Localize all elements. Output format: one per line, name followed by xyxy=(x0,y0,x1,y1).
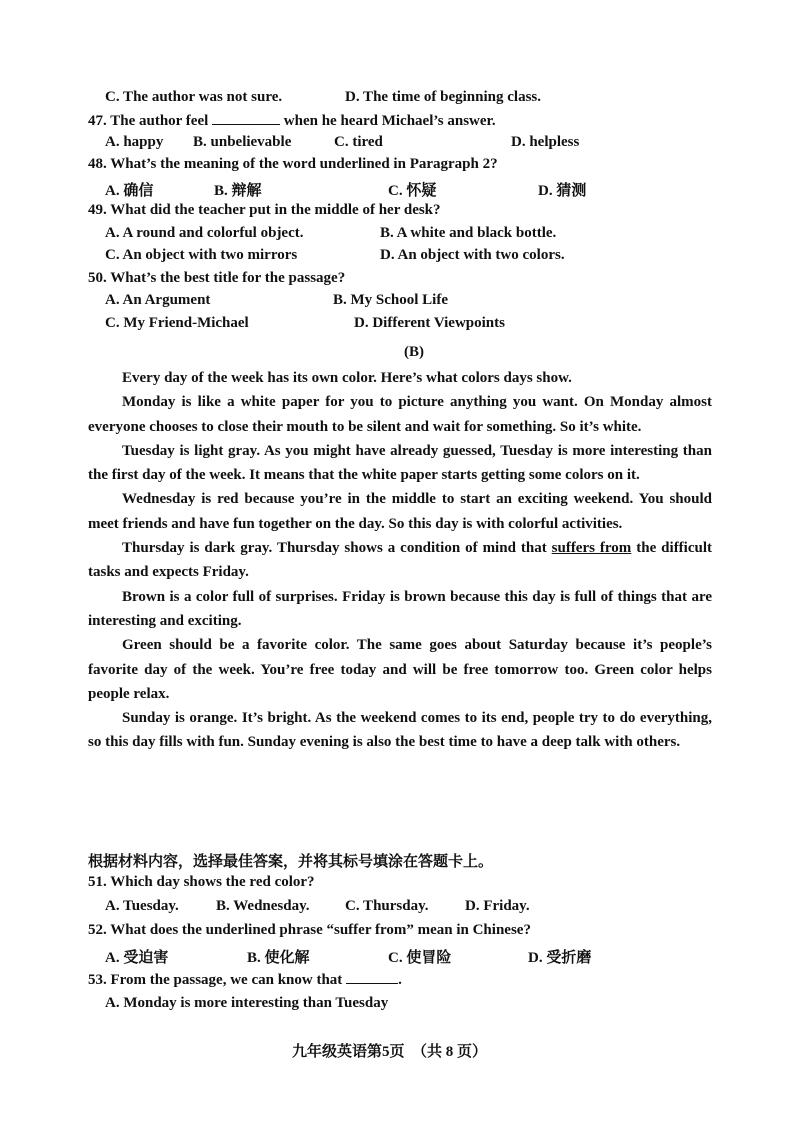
q47-option-d[interactable]: D. helpless xyxy=(511,134,580,150)
passage-paragraph: Sunday is orange. It’s bright. As the weekend comes to its end, people try to do everything, so this day fills with fun. Sunday evening is also the best time to have a deep talk with others. xyxy=(88,710,712,751)
q48-stem: 48. What’s the meaning of the word underlined in Paragraph 2? xyxy=(88,156,498,172)
q48-option-b[interactable]: B. 辩解 xyxy=(214,183,262,199)
q46-option-d[interactable]: D. The time of beginning class. xyxy=(345,89,541,105)
q53-stem xyxy=(88,971,402,989)
q47-stem xyxy=(88,112,496,130)
passage-paragraph: Monday is like a white paper for you to picture anything you want. On Monday almost everyone chooses to close their mouth to be silent and wait for something. So it’s white. xyxy=(88,394,712,435)
instruction-text: 根据材料内容，选择最佳答案，并将其标号填涂在答题卡上。 xyxy=(88,854,494,870)
passage-paragraph: Every day of the week has its own color. Here’s what colors days show. xyxy=(122,370,572,386)
underlined-phrase: suffers from xyxy=(551,540,632,557)
q48-option-d[interactable]: D. 猜测 xyxy=(538,183,587,199)
q50-option-d[interactable]: D. Different Viewpoints xyxy=(354,315,505,331)
passage-paragraph: Green should be a favorite color. The same goes about Saturday because it’s people’s favorite day of the week. You’re free today and will be free tomorrow too. Green color helps people relax. xyxy=(88,637,712,702)
q49-option-a[interactable]: A. A round and colorful object. xyxy=(105,225,304,241)
q50-option-b[interactable]: B. My School Life xyxy=(333,292,448,308)
q51-stem: 51. Which day shows the red color? xyxy=(88,874,315,890)
q52-option-d[interactable]: D. 受折磨 xyxy=(528,950,592,966)
q47-option-b[interactable]: B. unbelievable xyxy=(193,134,292,150)
page-footer: 九年级英语第5页 （共 8 页） xyxy=(292,1044,488,1060)
q50-stem: 50. What’s the best title for the passage? xyxy=(88,270,346,286)
q49-option-c[interactable]: C. An object with two mirrors xyxy=(105,247,298,263)
q52-option-a[interactable]: A. 受迫害 xyxy=(105,950,169,966)
q53-option-a[interactable]: A. Monday is more interesting than Tuesday xyxy=(105,995,389,1011)
reading-passage xyxy=(88,366,712,755)
passage-paragraph: Tuesday is light gray. As you might have already guessed, Tuesday is more interesting than the first day of the week. It means that the white paper starts getting some colors on it. xyxy=(88,442,712,484)
q49-option-b[interactable]: B. A white and black bottle. xyxy=(380,225,557,241)
q51-option-b[interactable]: B. Wednesday. xyxy=(216,898,310,914)
q51-option-d[interactable]: D. Friday. xyxy=(465,898,530,914)
q52-option-b[interactable]: B. 使化解 xyxy=(247,950,310,966)
passage-text: the difficult tasks and expects Friday. xyxy=(88,540,713,581)
q53-stem-part2: . xyxy=(398,972,402,988)
q46-option-c[interactable]: C. The author was not sure. xyxy=(105,89,283,105)
answer-blank xyxy=(346,971,398,984)
q50-option-a[interactable]: A. An Argument xyxy=(105,292,211,308)
q50-option-c[interactable]: C. My Friend-Michael xyxy=(105,315,249,331)
q48-option-a[interactable]: A. 确信 xyxy=(105,183,154,199)
q47-stem-part2: when he heard Michael’s answer. xyxy=(280,113,496,129)
passage-paragraph xyxy=(88,536,712,585)
section-heading: (B) xyxy=(404,344,424,360)
passage-text: Thursday is dark gray. Thursday shows a condition of mind that xyxy=(122,540,552,557)
q47-stem-part1: 47. The author feel xyxy=(88,113,213,129)
q49-stem: 49. What did the teacher put in the middle of her desk? xyxy=(88,202,441,218)
q47-option-c[interactable]: C. tired xyxy=(334,134,383,150)
q51-option-a[interactable]: A. Tuesday. xyxy=(105,898,179,914)
answer-blank xyxy=(212,112,280,125)
passage-paragraph: Brown is a color full of surprises. Friday is brown because this day is full of things that are interesting and exciting. xyxy=(88,588,712,629)
q49-option-d[interactable]: D. An object with two colors. xyxy=(380,247,565,263)
q53-stem-part1: 53. From the passage, we can know that xyxy=(88,972,347,988)
q51-option-c[interactable]: C. Thursday. xyxy=(345,898,429,914)
q52-stem: 52. What does the underlined phrase “suffer from” mean in Chinese? xyxy=(88,922,531,938)
q47-option-a[interactable]: A. happy xyxy=(105,134,164,150)
q52-option-c[interactable]: C. 使冒险 xyxy=(388,950,452,966)
q48-option-c[interactable]: C. 怀疑 xyxy=(388,183,437,199)
passage-paragraph: Wednesday is red because you’re in the middle to start an exciting weekend. You should meet friends and have fun together on the day. So this day is with colorful activities. xyxy=(88,491,712,532)
